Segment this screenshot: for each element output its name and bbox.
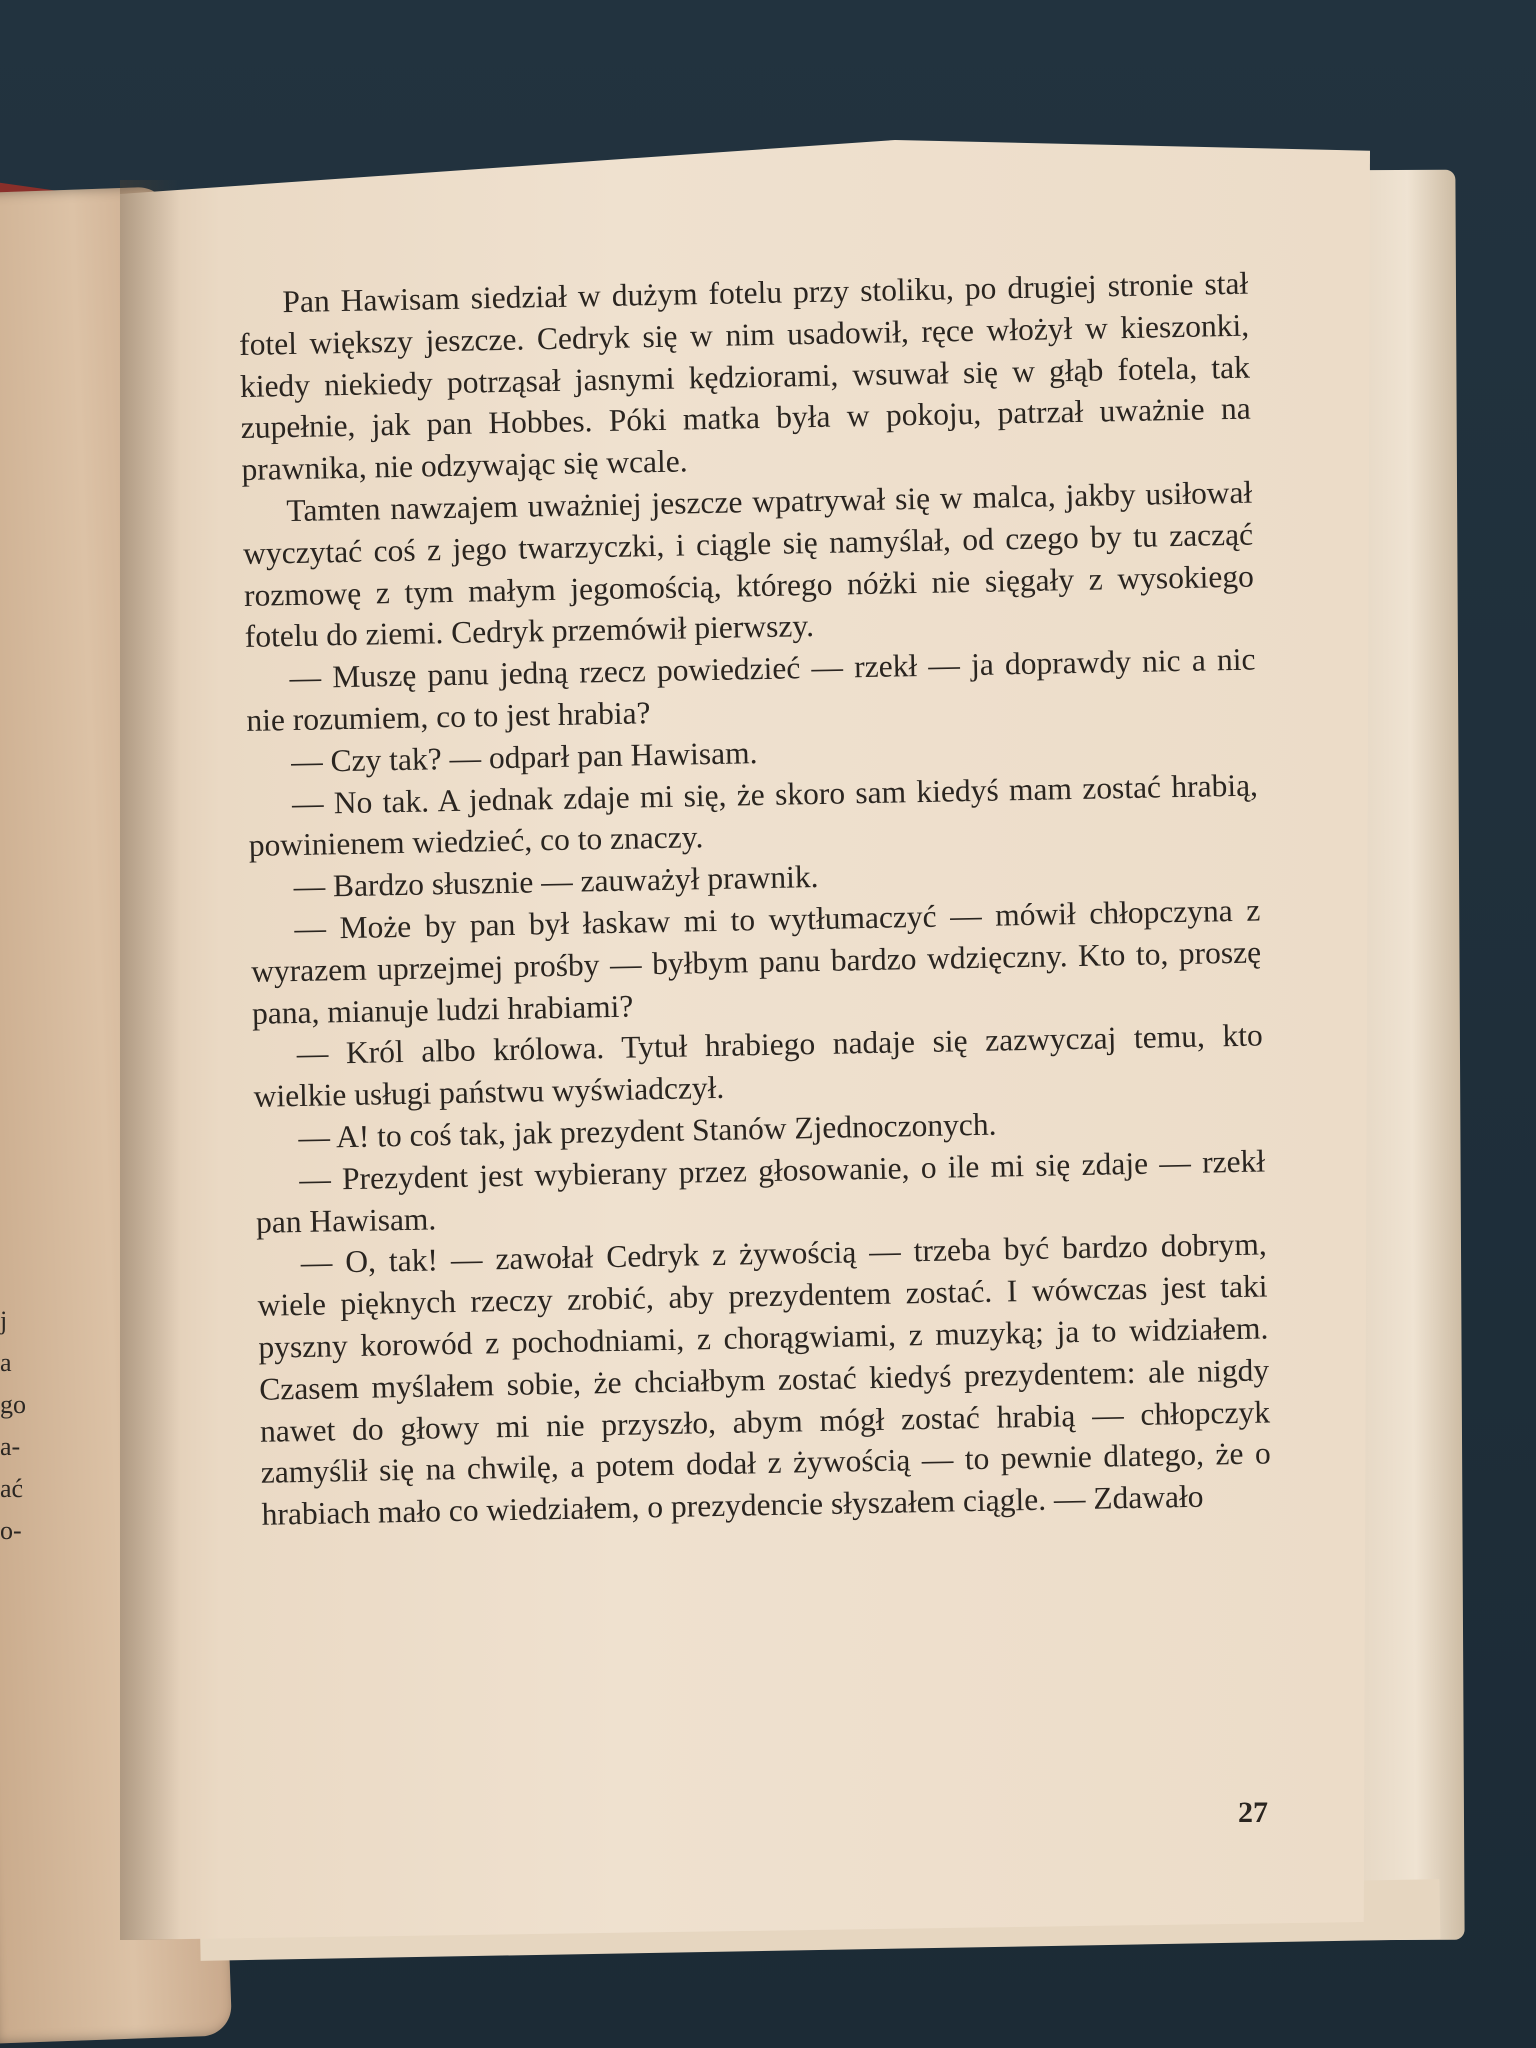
dialog-line: — Prezydent jest wybierany przez głosowanie, o ile mi się zdaje — rzekł pan Hawisam. bbox=[255, 1143, 1266, 1240]
dialog-line: — No tak. A jednak zdaje mi się, że skoro sam kiedyś mam zostać hrabią, powinienem wiedzieć, co to znaczy. bbox=[248, 767, 1259, 864]
gutter-shadow bbox=[120, 180, 180, 1940]
left-fragment: a bbox=[0, 1348, 12, 1377]
dialog-line: — Król albo królowa. Tytuł hrabiego nadaje się zazwyczaj temu, kto wielkie usługi państwu wyświadczył. bbox=[253, 1017, 1263, 1114]
paragraph: Tamten nawzajem uważniej jeszcze wpatrywał się w malca, jakby usiłował wyczytać coś z jego twarzyczki, i ciągle się namyślał, od czego by tu zacząć rozmowę z tym małym jegomością, którego nóżki nie sięgały z wysokiego fotelu do ziemi. Cedryk przemówił pierwszy. bbox=[242, 474, 1255, 655]
left-fragment: j bbox=[0, 1306, 8, 1335]
dialog-line: — A! to coś tak, jak prezydent Stanów Zjednoczonych. bbox=[298, 1106, 997, 1155]
dialog-line: — O, tak! — zawołał Cedryk z żywością — trzeba być bardzo dobrym, wiele pięknych rzeczy zrobić, aby prezydentem zostać. I wówczas jest taki pyszny korowód z pochodniami, z chorągwiami, z muzyką; ja to widziałem. Czasem myślałem sobie, że chciałbym zostać kiedyś prezydentem: ale nigdy nawet do głowy mi nie przyszło, abym mógł zostać hrabią — chłopczyk zamyślił się na chwilę, a potem dodał z żywością — to pewnie dlatego, że o hrabiach mało co wiedziałem, o prezydencie słyszałem ciągle. — Zdawało bbox=[257, 1226, 1272, 1532]
dialog-line: — Może by pan był łaskaw mi to wytłumaczyć — mówił chłopczyna z wyrazem uprzejmej prośby — byłbym panu bardzo wdzięczny. Kto to, proszę pana, mianuje ludzi hrabiami? bbox=[250, 892, 1262, 1031]
left-fragment: a- bbox=[0, 1432, 21, 1461]
page-body-text bbox=[238, 263, 1272, 1536]
left-fragment: go bbox=[0, 1390, 26, 1419]
dialog-line: — Muszę panu jedną rzecz powiedzieć — rzekł — ja doprawdy nic a nic nie rozumiem, co to jest hrabia? bbox=[246, 641, 1256, 738]
dialog-line: — Czy tak? — odparł pan Hawisam. bbox=[290, 734, 758, 779]
left-fragment: o- bbox=[0, 1516, 22, 1545]
paragraph: Pan Hawisam siedział w dużym fotelu przy stoliku, po drugiej stronie stał fotel większy jeszcze. Cedryk się w nim usadowił, ręce włożył w kieszonki, kiedy niekiedy potrząsał jasnymi kędziorami, wsuwał się w głąb fotela, tak zupełnie, jak pan Hobbes. Póki matka była w pokoju, patrzał uważnie na prawnika, nie odzywając się wcale. bbox=[238, 265, 1251, 488]
left-page-text-fragments bbox=[0, 1300, 40, 1552]
page-number: 27 bbox=[1238, 1796, 1268, 1829]
dialog-line: — Bardzo słusznie — zauważył prawnik. bbox=[293, 859, 819, 905]
left-fragment: ać bbox=[0, 1474, 24, 1503]
